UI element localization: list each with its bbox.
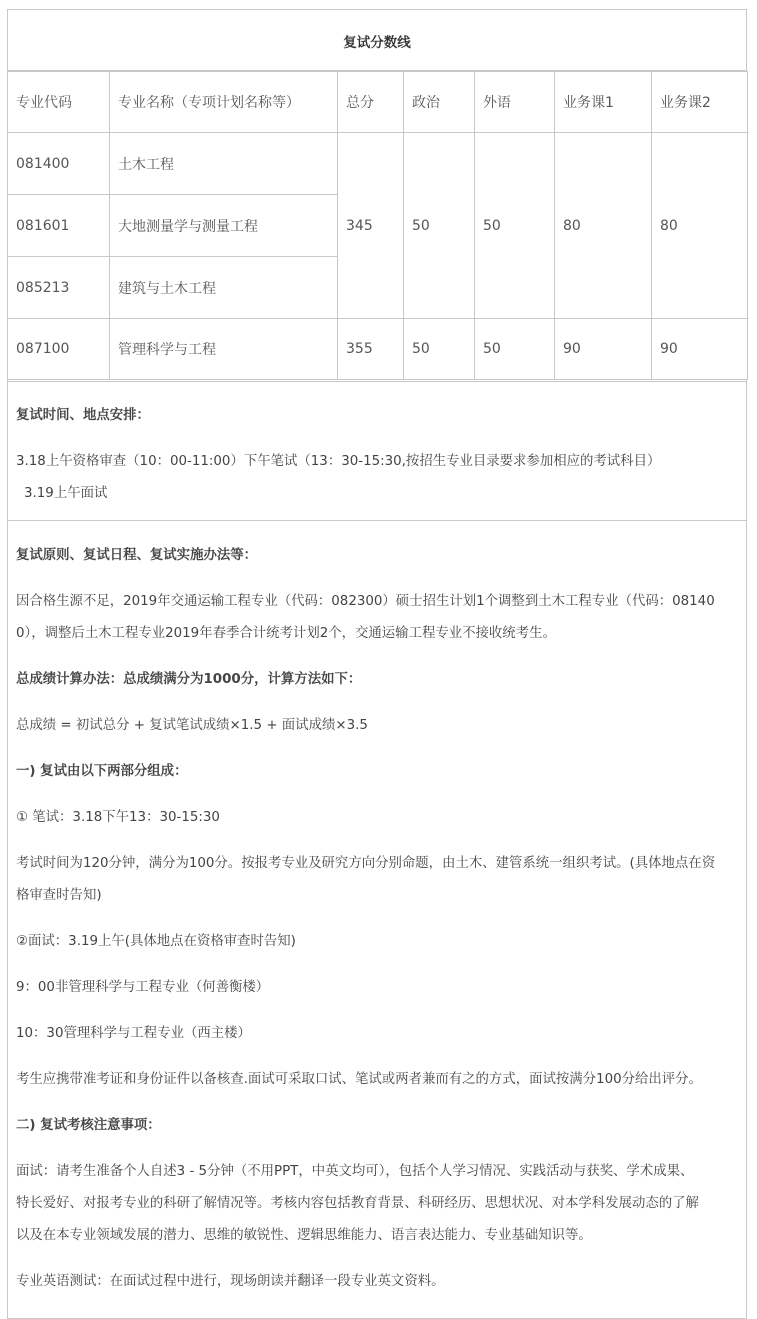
table-title-cell (7, 9, 747, 71)
interview-line: ②面试：3.19上午(具体地点在资格审查时告知) (16, 934, 296, 949)
paragraph-text: 格审查时告知) (16, 888, 102, 903)
cell-name: 管理科学与工程 (110, 319, 338, 380)
schedule-heading: 复试时间、地点安排： (16, 408, 150, 423)
cell-language: 50 (475, 319, 555, 380)
header-total: 总分 (338, 72, 404, 133)
cell-name: 土木工程 (110, 133, 338, 195)
cell-politics: 50 (404, 133, 475, 319)
cell-course2: 80 (652, 133, 748, 319)
principles-heading: 复试原则、复试日程、复试实施办法等： (16, 548, 258, 563)
paragraph-text: 特长爱好、对报考专业的科研了解情况等。考核内容包括教育背景、科研经历、思想状况、对本学科发展动态的了解 (16, 1196, 699, 1211)
interview-time-1: 9：00非管理科学与工程专业（何善衡楼） (16, 980, 270, 995)
table-row (8, 319, 748, 380)
cell-code: 081400 (8, 133, 110, 195)
table-row (8, 133, 748, 195)
cell-politics: 50 (404, 319, 475, 380)
cell-total: 355 (338, 319, 404, 380)
cell-course1: 80 (555, 133, 652, 319)
cell-language: 50 (475, 133, 555, 319)
paragraph-text: 0），调整后土木工程专业2019年春季合计统考计划2个，交通运输工程专业不接收统考生。 (16, 626, 556, 641)
cell-course2: 90 (652, 319, 748, 380)
cell-name: 大地测量学与测量工程 (110, 195, 338, 257)
score-formula: 总成绩 = 初试总分 + 复试笔试成绩×1.5 + 面试成绩×3.5 (16, 718, 368, 733)
cell-name: 建筑与土木工程 (110, 257, 338, 319)
cell-total: 345 (338, 133, 404, 319)
interview-time-2: 10：30管理科学与工程专业（西主楼） (16, 1026, 251, 1041)
paragraph-text: 以及在本专业领域发展的潜力、思维的敏锐性、逻辑思维能力、语言表达能力、专业基础知识等。 (16, 1228, 592, 1243)
cell-code: 081601 (8, 195, 110, 257)
header-course1: 业务课1 (555, 72, 652, 133)
cell-code: 085213 (8, 257, 110, 319)
paragraph-text: 专业英语测试：在面试过程中进行，现场朗读并翻译一段专业英文资料。 (16, 1274, 445, 1289)
cell-course1: 90 (555, 319, 652, 380)
schedule-line-1: 3.18上午资格审查（10：00-11:00）下午笔试（13：30-15:30,按招生专业目录要求参加相应的考试科目） (16, 454, 661, 469)
score-table (7, 71, 748, 380)
written-exam-line: ① 笔试：3.18下午13：30-15:30 (16, 810, 220, 825)
header-name: 专业名称（专项计划名称等） (110, 72, 338, 133)
header-code: 专业代码 (8, 72, 110, 133)
header-course2: 业务课2 (652, 72, 748, 133)
part2-heading: 二) 复试考核注意事项： (16, 1118, 161, 1133)
paragraph-text: 面试：请考生准备个人自述3 - 5分钟（不用PPT，中英文均可），包括个人学习情况、实践活动与获奖、学术成果、 (16, 1164, 694, 1179)
schedule-line-2: 3.19上午面试 (24, 486, 108, 501)
paragraph-text: 考生应携带准考证和身份证件以备核查.面试可采取口试、笔试或两者兼而有之的方式，面试按满分100分给出评分。 (16, 1072, 702, 1087)
header-language: 外语 (475, 72, 555, 133)
part1-heading: 一) 复试由以下两部分组成： (16, 764, 188, 779)
cell-code: 087100 (8, 319, 110, 380)
header-politics: 政治 (404, 72, 475, 133)
table-header-row (8, 72, 748, 133)
score-heading: 总成绩计算办法：总成绩满分为1000分，计算方法如下： (16, 672, 362, 687)
paragraph-text: 考试时间为120分钟，满分为100分。按报考专业及研究方向分别命题，由土木、建管系统一组织考试。(具体地点在资 (16, 856, 716, 871)
paragraph-text: 因合格生源不足，2019年交通运输工程专业（代码：082300）硕士招生计划1个调整到土木工程专业（代码：08140 (16, 594, 715, 609)
table-title: 复试分数线 (343, 35, 411, 51)
